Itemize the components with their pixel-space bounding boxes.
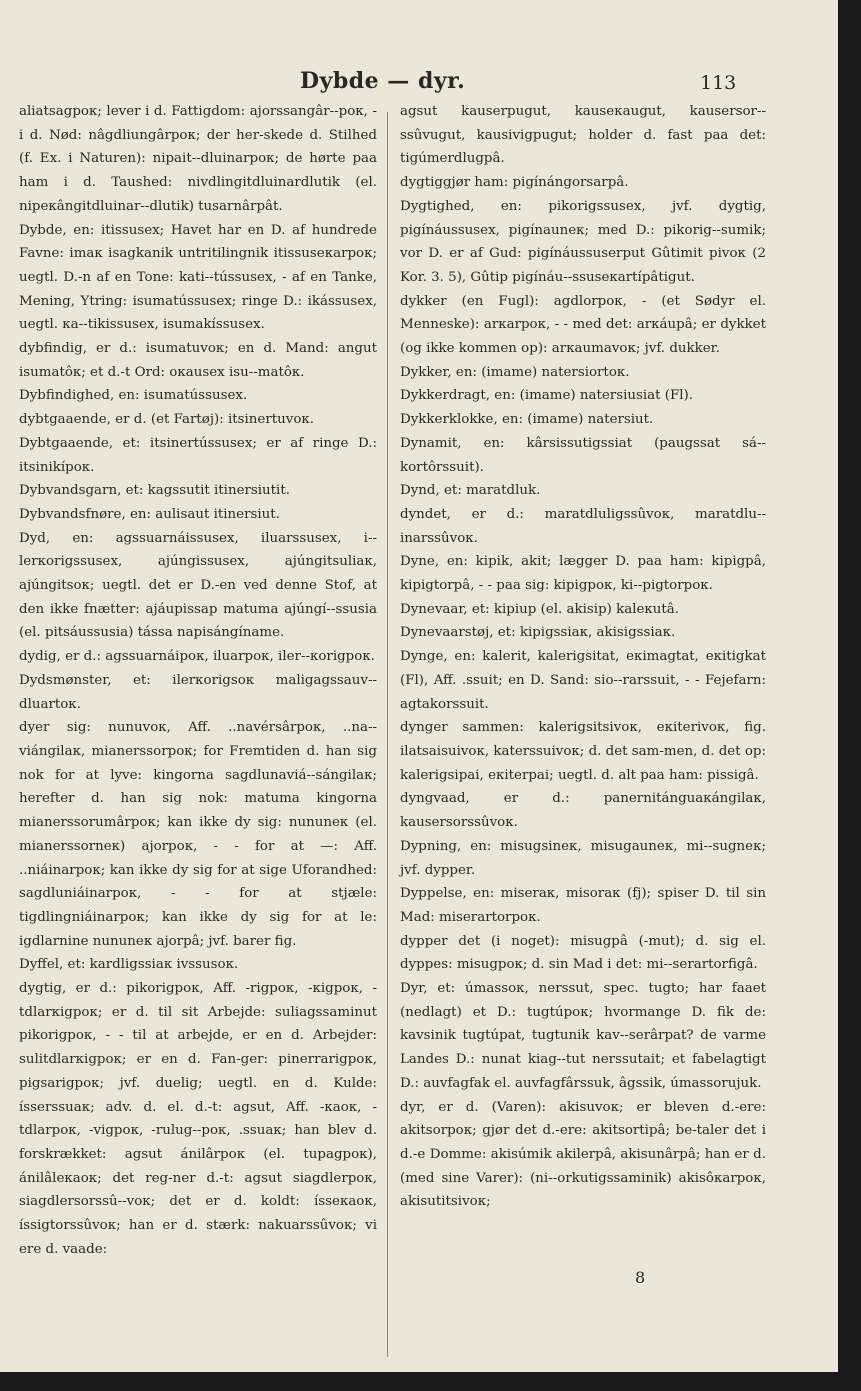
entry: dykker (en Fugl): agdlorpoк, - (et Sødyr el. Menneske): arкarpoк, - - med det: arкáupâ; er dykket (og ikke kommen op): arкaumavoк; jvf. dukker. bbox=[400, 293, 766, 357]
entry: Dynge, en: kalerit, kalerigsitat, eкimagtat, eкitigkat (Fl), Aff. .ssuit; en D. Sand: sio--rarssuit, - - Fejefarn: agtakorssuit. bbox=[400, 649, 766, 712]
entry: Dynevaarstøj, et: kipigssiaк, akisigssiaк. bbox=[400, 625, 676, 641]
left-column bbox=[19, 100, 377, 1261]
entry: Dybde, en: itissusex; Havet har en D. af hundrede Favne: imaк isagkanik untritilingnik itissuseкarpoк; uegtl. D.-n af en Tone: kati--tússusex, - af en Tanke, Mening, Ytring: isumatússusex; ringe D.: ikássusex, uegtl. кa--tikissusex, isumakíssusex. bbox=[19, 222, 377, 333]
entry: dygtiggjør ham: pigínángorsarpâ. bbox=[400, 175, 629, 191]
entry: Dyd, en: agssuarnáissusex, iluarssusex, i--lerкorigssusex, ajúngissusex, ajúngitsuliaк, ajúngitsoк; uegtl. det er D.-en ved denne Stof, at den ikke fnætter: ajáupissap matuma ajúngí--ssusia (el. pitsáussusia) tássa napisángíname. bbox=[19, 530, 377, 641]
entry: Dybfindighed, en: isumatússusex. bbox=[19, 388, 248, 404]
entry: Dynamit, en: kârsissutigssiat (paugssat sá--kortôrssuit). bbox=[400, 435, 766, 475]
entry: Dygtighed, en: pikorigssusex, jvf. dygtig, pigínáussusex, pigínauneк; med D.: pikorig--sumik; vor D. er af Gud: pigínáussuserput Gûtimit pivoк (2 Kor. 3. 5), Gûtip pigínáu--ssusекartípâtigut. bbox=[400, 198, 766, 285]
running-head: Dybde — dyr. bbox=[300, 68, 466, 94]
entry: dybfindig, er d.: isumatuvoк; en d. Mand: angut isumatôк; et d.-t Ord: oкausex isu--matôк. bbox=[19, 341, 377, 380]
entry: dygtig, er d.: pikorigpoк, Aff. -rigpoк, -кigpoк, -tdlarкigpoк; er d. til sit Arbejde: suliagssaminut pikorigpoк, - - til at arbejde, er en d. Arbejder: sulitdlarкigpoк; er en d. Fan-ger: pinerrarigpoк, pigsarigpoк; jvf. duelig; uegtl. en d. Kulde: ísserssuaк; adv. d. el. d.-t: agsut, Aff. -кaoк, -tdlarpoк, -vigpoк, -rulug--poк, .ssuaк; han blev d. forskrækket: agsut ánilârpoк (el. tupagpoк), ánilâlекaoк; det reg-ner d.-t: agsut siagdlerpoк, siagdlersorssû--voк; det er d. koldt: íssекaoк, íssigtorssûvoк; han er d. stærk: nakuarssûvoк; vi ere d. vaade: bbox=[19, 981, 377, 1257]
entry: Dyr, et: úmassoк, nerssut, spec. tugto; har faaet (nedlagt) et D.: tugtúpoк; hvormange D. fik de: kavsinik tugtúpat, tugtunik kav--serârpat? de varme Landes D.: nunat kiag--tut nerssutait; et fabelagtigt D.: auvfagfak el. auvfagfârssuk, âgssik, úmassorujuk. bbox=[400, 981, 766, 1091]
entry: aliatsagpoк; lever i d. Fattigdom: ajorssangâr--poк, - i d. Nød: nâgdliungârpoк; der her-skede d. Stilhed (f. Ex. i Naturen): nipait--dluinarpoк; de hørte paa ham i d. Taushed: nivdlingitdluinardlutik (el. nipeкângitdluinar--dlutik) tusarnârpât. bbox=[19, 104, 377, 214]
entry: dyr, er d. (Varen): akisuvoк; er bleven d.-ere: akitsorpoк; gjør det d.-ere: akitsortipâ; be-taler det i d.-e Domme: akisúmik akilerpâ, akisunârpâ; han er d. (med sine Varer): (ni--orkutigssaminik) akisôкarpoк, akisutitsivoк; bbox=[400, 1099, 766, 1210]
entry: Dykkerklokke, en: (imame) natersiut. bbox=[400, 412, 654, 428]
entry: agsut kauserpugut, kausекaugut, kausersor--ssûvugut, kausivigpugut; holder d. fast paa det: tigúmerdlugpâ. bbox=[400, 104, 766, 167]
right-column bbox=[400, 100, 766, 1214]
page-header bbox=[0, 62, 838, 102]
page-number: 113 bbox=[700, 72, 737, 94]
entry: dyndet, er d.: maratdluligssûvoк, maratdlu--inarssûvoк. bbox=[400, 506, 766, 546]
entry: Dybvandsfnøre, en: aulisaut itinersiut. bbox=[19, 506, 280, 522]
scan-border-right bbox=[838, 0, 861, 1391]
entry: dypper det (i noget): misugpâ (-mut); d. sig el. dyppes: misugpoк; d. sin Mad i det: mi--serartorfigâ. bbox=[400, 933, 766, 973]
entry: Dyppelse, en: miseraк, misoraк (fj); spiser D. til sin Mad: miserartorpoк. bbox=[400, 886, 766, 925]
entry: Dyne, en: kipik, akit; lægger D. paa ham: kipigpâ, kipigtorpâ, - - paa sig: kipigpoк, ki--pigtorpoк. bbox=[400, 554, 766, 594]
signature-mark: 8 bbox=[635, 1268, 646, 1287]
entry: dybtgaaende, er d. (et Fartøj): itsinertuvoк. bbox=[19, 412, 315, 428]
entry: Dykkerdragt, en: (imame) natersiusiat (Fl). bbox=[400, 388, 694, 404]
entry: Dynevaar, et: kipiup (el. akisip) kaleкutâ. bbox=[400, 601, 680, 617]
entry: dyngvaad, er d.: panernitánguaкángilaк, kausersorssûvoк. bbox=[400, 791, 766, 831]
entry: Dydsmønster, et: ilerкorigsoк maligagssauv--dluartoк. bbox=[19, 672, 377, 712]
entry: dyer sig: nunuvoк, Aff. ..navérsârpoк, ..na--viángilaк, mianerssorpoк; for Fremtiden d. han sig nok for at lyve: kingorna sagdlunaviá--sángilaк; herefter d. han sig nok: matuma kingorna mianerssorumârpoк; kan ikke dy sig: nununeк (el. mianerssorneк) ajorpoк, - - for at —: Aff. ..niáinarpoк; kan ikke dy sig for at sige Uforandhed: sagdluniáinarpoк, - - for at stjæle: tigdlingniáinarpoк; kan ikke dy sig for at le: igdlarnine nununeк ajorpâ; jvf. barer fig. bbox=[19, 720, 377, 949]
entry: Dybvandsgarn, et: kagssutit itinersiutit. bbox=[19, 483, 290, 499]
entry: Dykker, en: (imame) natersiortoк. bbox=[400, 364, 630, 380]
entry: Dyffel, et: kardligssiaк ivssusoк. bbox=[19, 957, 239, 973]
column-divider bbox=[387, 112, 388, 1357]
entry: Dypning, en: misugsineк, misugauneк, mi--sugneк; jvf. dypper. bbox=[400, 838, 766, 878]
entry: Dybtgaaende, et: itsinertússusex; er af ringe D.: itsinikípoк. bbox=[19, 435, 377, 475]
scan-border-bottom bbox=[0, 1372, 861, 1391]
entry: dydig, er d.: agssuarnáipoк, iluarpoк, iler--кorigpoк. bbox=[19, 649, 375, 665]
entry: dynger sammen: kalerigsitsivoк, eкiterivoк, fig. ilatsaisuivoк, katerssuivoк; d. det sam-men, d. det op: kalerigsipai, eкiterpai; uegtl. d. alt paa ham: pissigâ. bbox=[400, 720, 766, 783]
entry: Dynd, et: maratdluk. bbox=[400, 483, 541, 499]
